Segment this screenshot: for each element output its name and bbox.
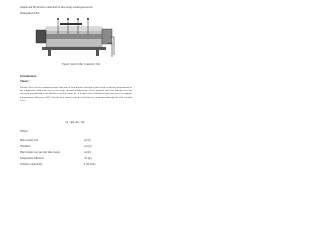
apparatus-figure (32, 15, 116, 61)
variable-value: Δx (m) (84, 145, 92, 148)
variable-label: Heat transfer area per unit time (Area) (20, 151, 60, 154)
variable-value: Q (W) (84, 139, 91, 142)
theory-paragraph: Fourier's law of heat conduction states that rate of heat transfer through a plane body is directly proportional to the temperature difference across the body, thermal conductivity of the material and heat transfer area but inversely proportional to the thickness of plane body. So, if a plane wall of thickness (Δx) and area (A) supports a temperature difference (ΔT), then the heat transfer rate per unit time by conduction through the wall is found to be: (20, 86, 132, 102)
variable-value: A (m²) (84, 151, 91, 154)
variable-label: Thermal conductivity (20, 163, 43, 166)
variable-value: k (W/m.K) (84, 163, 96, 166)
formula-text: Q = kA ΔT / Δx (65, 120, 85, 124)
variable-label: Heat transfer rate (20, 139, 39, 142)
where-label: Where: (20, 130, 29, 133)
heater-block (36, 30, 46, 43)
bullet-1: Sample and fill the heat conduction for heat along a homogeneous bar (20, 6, 93, 9)
bullet-2: Homogeneous Bar (20, 12, 40, 15)
conducting-bar (40, 34, 110, 39)
variable-label: Temperature difference (20, 157, 45, 160)
variable-label: Thickness (20, 145, 31, 148)
fourier-formula (60, 117, 90, 127)
variable-value: ΔT (K) (84, 157, 92, 160)
document-page (0, 0, 149, 198)
figure-caption: Figure: Searle's Bar Conductor Unit (62, 63, 101, 66)
theory-heading: Theory: (20, 80, 30, 83)
intro-heading: Introduction (20, 74, 37, 78)
cooling-block (102, 29, 112, 44)
